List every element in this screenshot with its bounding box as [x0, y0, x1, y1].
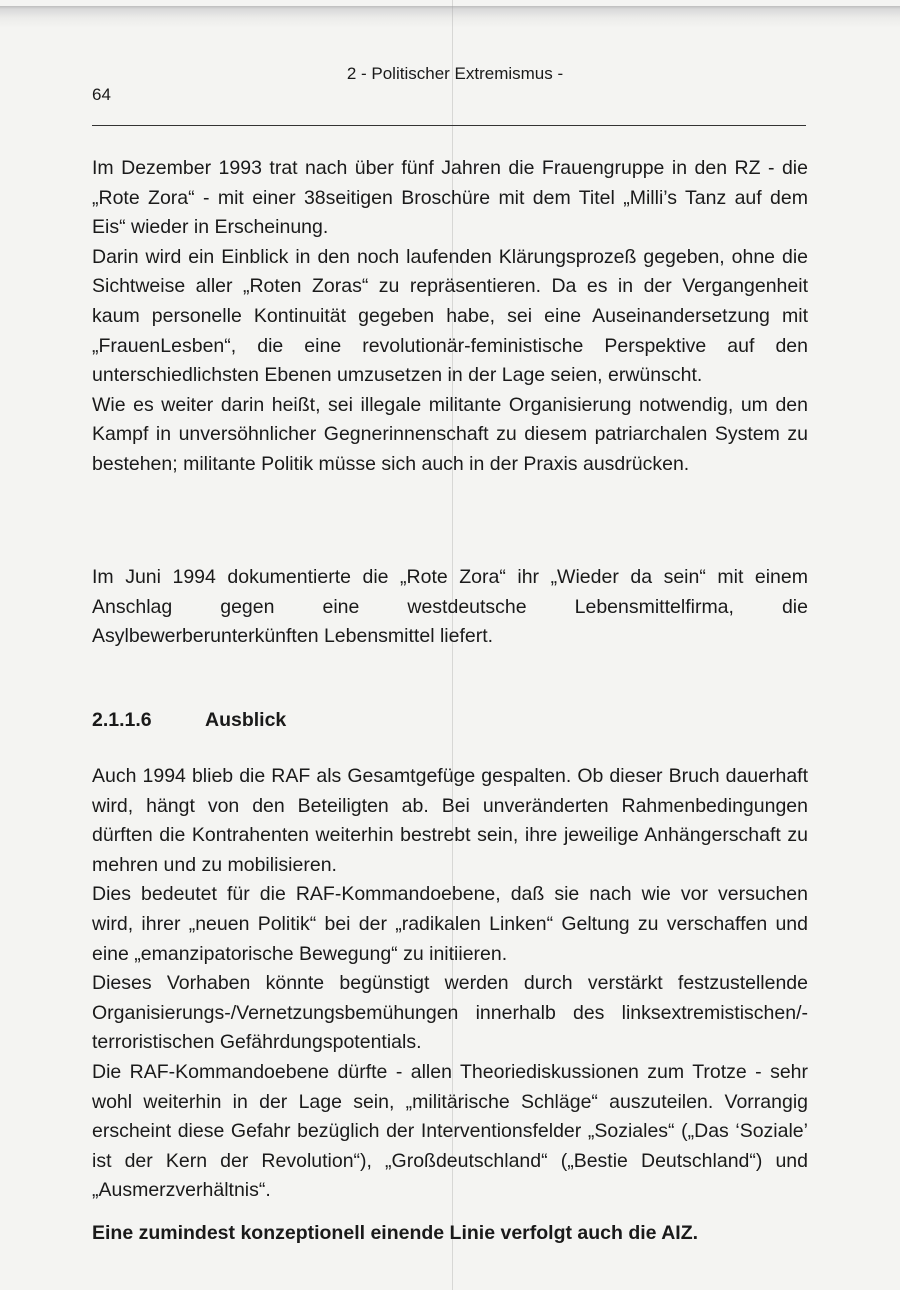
paragraph: Im Dezember 1993 trat nach über fünf Jahren die Frauengruppe in den RZ - die „Rote Zora“ - mit einer 38seitigen Broschüre mit dem Titel „Milli’s Tanz auf dem Eis“ wieder in Erscheinung.	[92, 157, 808, 239]
page-number: 64	[92, 85, 111, 104]
closing-statement: Eine zumindest konzeptionell einende Linie verfolgt auch die AIZ.	[92, 1222, 699, 1244]
paragraph: Darin wird ein Einblick in den noch laufenden Klärungsprozeß gegeben, ohne die Sichtweise aller „Roten Zoras“ zu repräsentieren. Da es in der Vergangenheit kaum personelle Kontinuität gegeben habe, sei eine Auseinandersetzung mit „FrauenLesben“, die eine revolutionär-feministische Perspektive auf den unterschiedlichsten Ebenen umzusetzen in der Lage seien, erwünscht.	[92, 245, 808, 387]
section-heading	[92, 709, 286, 732]
paragraph: Dies bedeutet für die RAF-Kommandoebene, daß sie nach wie vor versuchen wird, ihrer „neuen Politik“ bei der „radikalen Linken“ Geltung zu verschaffen und eine „emanzipatorische Bewegung“ zu initiieren.	[92, 883, 808, 965]
section-number: 2.1.1.6	[92, 709, 152, 731]
section-title: Ausblick	[205, 709, 287, 731]
section-rote-zora	[92, 154, 808, 480]
paragraph: Im Juni 1994 dokumentierte die „Rote Zora“ ihr „Wieder da sein“ mit einem Anschlag gegen eine westdeutsche Lebensmittelfirma, die Asylbewerberunterkünften Lebensmittel liefert.	[92, 566, 808, 648]
paragraph: Wie es weiter darin heißt, sei illegale militante Organisierung notwendig, um den Kampf in unversöhnlicher Gegnerinnenschaft zu diesem patriarchalen System zu bestehen; militante Politik müsse sich auch in der Praxis ausdrücken.	[92, 393, 808, 475]
paragraph: Auch 1994 blieb die RAF als Gesamtgefüge gespalten. Ob dieser Bruch dauerhaft wird, hängt von den Beteiligten ab. Bei unveränderten Rahmenbedingungen dürften die Kontrahenten weiterhin bestrebt sein, ihre jeweilige Anhängerschaft zu mehren und zu mobilisieren.	[92, 765, 808, 876]
paragraph: Die RAF-Kommandoebene dürfte - allen Theoriediskussionen zum Trotze - sehr wohl weiterhin in der Lage sein, „militärische Schläge“ auszuteilen. Vorrangig erscheint diese Gefahr bezüglich der Interventionsfelder „Soziales“ („Das ‘Soziale’ ist der Kern der Revolution“), „Großdeutschland“ („Bestie Deutschland“) und „Ausmerzverhältnis“.	[92, 1060, 808, 1202]
scan-shadow	[0, 6, 900, 28]
section-ausblick	[92, 762, 808, 1206]
header-rule	[92, 125, 806, 126]
running-header: 2 - Politischer Extremismus -	[346, 64, 564, 83]
section-anschlag	[92, 563, 808, 652]
paragraph: Dieses Vorhaben könnte begünstigt werden durch verstärkt festzustellende Organisierungs-/Vernetzungsbemühungen innerhalb des linksextremistischen/-terroristischen Gefährdungspotentials.	[92, 972, 808, 1054]
